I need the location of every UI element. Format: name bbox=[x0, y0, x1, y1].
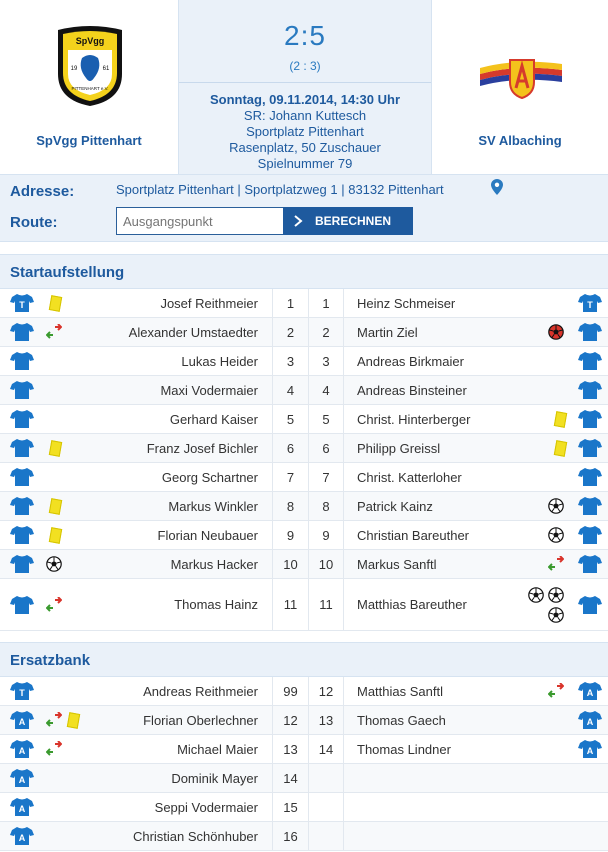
away-player-number: 10 bbox=[308, 550, 344, 578]
away-player-number: 3 bbox=[308, 347, 344, 375]
shirt-icon bbox=[10, 525, 34, 545]
keeper-shirt-icon bbox=[10, 293, 34, 313]
home-player-number: 1 bbox=[272, 289, 308, 317]
calculate-route-label: BERECHNEN bbox=[315, 214, 392, 228]
table-row bbox=[0, 521, 608, 550]
home-shirt bbox=[10, 376, 36, 404]
home-events bbox=[46, 347, 86, 375]
away-player-number: 8 bbox=[308, 492, 344, 520]
away-player-number: 13 bbox=[308, 706, 344, 734]
away-events bbox=[524, 706, 566, 734]
away-events bbox=[524, 289, 566, 317]
table-row bbox=[0, 318, 608, 347]
goal-ball-icon bbox=[46, 556, 62, 572]
home-team-name[interactable]: SpVgg Pittenhart bbox=[36, 133, 142, 148]
shirt-icon bbox=[10, 467, 34, 487]
away-events bbox=[524, 822, 566, 850]
shirt-icon bbox=[10, 380, 34, 400]
home-player-name[interactable]: Georg Schartner bbox=[161, 469, 258, 485]
away-shirt bbox=[578, 521, 604, 549]
away-shirt bbox=[578, 579, 604, 630]
substitution-icon bbox=[46, 597, 62, 613]
away-player-name[interactable]: Christian Bareuther bbox=[357, 527, 469, 543]
away-events bbox=[524, 318, 566, 346]
home-team-crest bbox=[54, 24, 126, 108]
home-shirt bbox=[10, 677, 36, 705]
goal-ball-icon bbox=[548, 527, 564, 543]
away-events bbox=[524, 434, 566, 462]
away-shirt bbox=[578, 318, 604, 346]
final-score: 2:5 bbox=[284, 20, 326, 51]
home-player-number: 11 bbox=[272, 579, 308, 630]
svg-text:A: A bbox=[586, 746, 594, 756]
shirt-icon bbox=[10, 322, 34, 342]
yellow-card-icon bbox=[67, 712, 80, 729]
away-player-name[interactable]: Matthias Sanftl bbox=[357, 683, 443, 699]
home-shirt bbox=[10, 822, 36, 850]
away-player-name[interactable]: Markus Sanftl bbox=[357, 556, 437, 572]
away-shirt bbox=[578, 793, 604, 821]
svg-text:A: A bbox=[586, 688, 594, 698]
substitute-shirt-icon bbox=[578, 681, 602, 701]
home-player-name[interactable]: Florian Neubauer bbox=[157, 527, 258, 543]
home-player-name[interactable]: Michael Maier bbox=[177, 741, 258, 757]
home-events bbox=[46, 405, 86, 433]
substitution-icon bbox=[548, 556, 564, 572]
away-player-name bbox=[357, 793, 525, 821]
away-player-name[interactable]: Heinz Schmeiser bbox=[357, 295, 456, 311]
table-row bbox=[0, 764, 608, 793]
away-team-name[interactable]: SV Albaching bbox=[478, 133, 562, 148]
away-player-number bbox=[308, 822, 344, 850]
home-player-number: 2 bbox=[272, 318, 308, 346]
goal-ball-icon bbox=[548, 587, 564, 603]
away-shirt bbox=[578, 677, 604, 705]
substitution-icon bbox=[46, 712, 62, 728]
calculate-route-button[interactable] bbox=[283, 207, 413, 235]
home-player-number: 8 bbox=[272, 492, 308, 520]
svg-text:T: T bbox=[587, 300, 593, 310]
home-shirt bbox=[10, 521, 36, 549]
shirt-icon bbox=[10, 496, 34, 516]
away-events bbox=[524, 521, 566, 549]
home-shirt bbox=[10, 550, 36, 578]
table-row bbox=[0, 793, 608, 822]
home-events bbox=[46, 735, 86, 763]
keeper-shirt-icon bbox=[10, 681, 34, 701]
home-shirt bbox=[10, 735, 36, 763]
svg-text:A: A bbox=[18, 833, 26, 843]
svg-text:A: A bbox=[18, 804, 26, 814]
address-text[interactable]: Sportplatz Pittenhart | Sportplatzweg 1 | 83132 Pittenhart bbox=[116, 182, 444, 197]
substitution-icon bbox=[46, 324, 62, 340]
shirt-icon bbox=[578, 554, 602, 574]
away-team-crest bbox=[478, 56, 564, 100]
home-shirt bbox=[10, 434, 36, 462]
shirt-icon bbox=[578, 438, 602, 458]
shirt-icon bbox=[578, 595, 602, 615]
home-player-name[interactable]: Gerhard Kaiser bbox=[169, 411, 258, 427]
shirt-icon bbox=[578, 496, 602, 516]
away-events bbox=[524, 376, 566, 404]
home-player-name[interactable]: Christian Schönhuber bbox=[132, 828, 258, 844]
svg-text:61: 61 bbox=[102, 66, 110, 72]
away-shirt bbox=[578, 347, 604, 375]
away-events bbox=[524, 579, 566, 630]
away-player-number bbox=[308, 793, 344, 821]
substitute-shirt-icon bbox=[10, 710, 34, 730]
away-player-number: 1 bbox=[308, 289, 344, 317]
away-shirt bbox=[578, 706, 604, 734]
away-shirt bbox=[578, 492, 604, 520]
address-label: Adresse: bbox=[10, 183, 75, 200]
home-events bbox=[46, 318, 86, 346]
match-number: Spielnummer 79 bbox=[257, 156, 353, 171]
home-events bbox=[46, 677, 86, 705]
substitute-shirt-icon bbox=[10, 826, 34, 846]
match-date: Sonntag, 09.11.2014, 14:30 Uhr bbox=[209, 92, 401, 107]
away-events bbox=[524, 677, 566, 705]
home-player-name[interactable]: Alexander Umstaedter bbox=[128, 324, 258, 340]
bench-table bbox=[0, 677, 608, 851]
table-row bbox=[0, 735, 608, 764]
home-shirt bbox=[10, 318, 36, 346]
table-row bbox=[0, 579, 608, 631]
away-events bbox=[524, 764, 566, 792]
away-player-name[interactable]: Martin Ziel bbox=[357, 324, 418, 340]
halftime-score: (2 : 3) bbox=[289, 59, 321, 73]
away-player-number: 2 bbox=[308, 318, 344, 346]
home-shirt bbox=[10, 289, 36, 317]
home-player-name[interactable]: Markus Winkler bbox=[168, 498, 258, 514]
home-events bbox=[46, 289, 86, 317]
home-events bbox=[46, 822, 86, 850]
away-player-number: 9 bbox=[308, 521, 344, 549]
svg-text:T: T bbox=[19, 688, 25, 698]
home-player-number: 5 bbox=[272, 405, 308, 433]
away-shirt bbox=[578, 735, 604, 763]
away-shirt bbox=[578, 434, 604, 462]
away-shirt bbox=[578, 289, 604, 317]
away-shirt bbox=[578, 463, 604, 491]
keeper-shirt-icon bbox=[578, 293, 602, 313]
svg-text:PITTENHART e.V.: PITTENHART e.V. bbox=[71, 86, 109, 91]
substitute-shirt-icon bbox=[10, 768, 34, 788]
bench-title: Ersatzbank bbox=[0, 642, 608, 677]
away-shirt bbox=[578, 376, 604, 404]
away-player-name[interactable]: Christ. Katterloher bbox=[357, 469, 462, 485]
home-events bbox=[46, 793, 86, 821]
home-shirt bbox=[10, 463, 36, 491]
away-player-name[interactable]: Andreas Birkmaier bbox=[357, 353, 464, 369]
home-shirt bbox=[10, 347, 36, 375]
chevron-right-icon bbox=[293, 215, 303, 227]
away-player-name[interactable]: Matthias Bareuther bbox=[357, 597, 467, 612]
home-player-name[interactable]: Josef Reithmeier bbox=[160, 295, 258, 311]
crest-text: SpVgg bbox=[75, 36, 105, 46]
home-events bbox=[46, 376, 86, 404]
svg-text:19: 19 bbox=[70, 66, 78, 72]
lineup-section bbox=[0, 254, 608, 631]
away-player-number: 6 bbox=[308, 434, 344, 462]
shirt-icon bbox=[578, 380, 602, 400]
away-player-number: 14 bbox=[308, 735, 344, 763]
venue: Sportplatz Pittenhart bbox=[246, 124, 364, 139]
svg-text:A: A bbox=[586, 717, 594, 727]
home-player-number: 14 bbox=[272, 764, 308, 792]
home-player-name[interactable]: Lukas Heider bbox=[181, 353, 258, 369]
own-goal-icon bbox=[548, 324, 564, 340]
away-player-name[interactable]: Thomas Gaech bbox=[357, 712, 446, 728]
home-player-name[interactable]: Franz Josef Bichler bbox=[146, 440, 258, 456]
home-events bbox=[46, 579, 86, 630]
yellow-card-icon bbox=[49, 295, 62, 312]
route-label: Route: bbox=[10, 214, 58, 231]
substitution-icon bbox=[46, 741, 62, 757]
home-player-name[interactable]: Markus Hacker bbox=[170, 556, 258, 572]
away-player-number: 5 bbox=[308, 405, 344, 433]
home-player-number: 4 bbox=[272, 376, 308, 404]
away-player-number: 12 bbox=[308, 677, 344, 705]
table-row bbox=[0, 677, 608, 706]
yellow-card-icon bbox=[49, 498, 62, 515]
home-player-number: 12 bbox=[272, 706, 308, 734]
home-player-number: 99 bbox=[272, 677, 308, 705]
home-player-number: 16 bbox=[272, 822, 308, 850]
away-player-number: 7 bbox=[308, 463, 344, 491]
home-events bbox=[46, 550, 86, 578]
home-events bbox=[46, 463, 86, 491]
away-events bbox=[524, 347, 566, 375]
substitute-shirt-icon bbox=[578, 739, 602, 759]
table-row bbox=[0, 347, 608, 376]
table-row bbox=[0, 492, 608, 521]
home-events bbox=[46, 434, 86, 462]
shirt-icon bbox=[10, 595, 34, 615]
away-shirt bbox=[578, 405, 604, 433]
shirt-icon bbox=[10, 409, 34, 429]
away-player-name bbox=[357, 822, 525, 850]
table-row bbox=[0, 822, 608, 851]
shirt-icon bbox=[578, 409, 602, 429]
home-player-name[interactable]: Thomas Hainz bbox=[174, 597, 258, 612]
home-player-number: 10 bbox=[272, 550, 308, 578]
yellow-card-icon bbox=[49, 527, 62, 544]
goal-ball-icon bbox=[548, 607, 564, 623]
away-events bbox=[524, 735, 566, 763]
address-panel bbox=[0, 174, 608, 242]
svg-text:T: T bbox=[19, 300, 25, 310]
home-player-number: 9 bbox=[272, 521, 308, 549]
away-player-number: 11 bbox=[308, 579, 344, 630]
shirt-icon bbox=[10, 554, 34, 574]
away-shirt bbox=[578, 550, 604, 578]
svg-text:A: A bbox=[18, 717, 26, 727]
table-row bbox=[0, 463, 608, 492]
yellow-card-icon bbox=[554, 440, 567, 457]
home-player-number: 7 bbox=[272, 463, 308, 491]
shirt-icon bbox=[578, 322, 602, 342]
substitute-shirt-icon bbox=[578, 710, 602, 730]
away-player-name[interactable]: Andreas Binsteiner bbox=[357, 382, 467, 398]
home-shirt bbox=[10, 764, 36, 792]
substitution-icon bbox=[548, 683, 564, 699]
home-player-number: 6 bbox=[272, 434, 308, 462]
home-shirt bbox=[10, 706, 36, 734]
substitute-shirt-icon bbox=[10, 797, 34, 817]
surface-attendance: Rasenplatz, 50 Zuschauer bbox=[229, 140, 381, 155]
bench-section bbox=[0, 642, 608, 851]
lineup-title: Startaufstellung bbox=[0, 254, 608, 289]
home-player-name[interactable]: Andreas Reithmeier bbox=[143, 683, 258, 699]
match-header bbox=[0, 0, 608, 174]
shirt-icon bbox=[10, 351, 34, 371]
away-player-number bbox=[308, 764, 344, 792]
home-shirt bbox=[10, 793, 36, 821]
away-player-name[interactable]: Philipp Greissl bbox=[357, 440, 441, 456]
table-row bbox=[0, 434, 608, 463]
goal-ball-icon bbox=[528, 587, 544, 603]
away-player-name bbox=[357, 764, 525, 792]
away-shirt bbox=[578, 822, 604, 850]
away-events bbox=[524, 550, 566, 578]
home-player-name[interactable]: Dominik Mayer bbox=[171, 770, 258, 786]
home-player-name[interactable]: Seppi Vodermaier bbox=[154, 799, 258, 815]
svg-text:A: A bbox=[18, 746, 26, 756]
table-row bbox=[0, 706, 608, 735]
yellow-card-icon bbox=[49, 440, 62, 457]
home-events bbox=[46, 492, 86, 520]
lineup-table bbox=[0, 289, 608, 631]
home-shirt bbox=[10, 492, 36, 520]
away-player-name[interactable]: Thomas Lindner bbox=[357, 741, 451, 757]
divider bbox=[179, 82, 431, 83]
score-panel bbox=[178, 0, 432, 174]
svg-text:A: A bbox=[18, 775, 26, 785]
away-events bbox=[524, 405, 566, 433]
away-events bbox=[524, 492, 566, 520]
table-row bbox=[0, 550, 608, 579]
home-player-name[interactable]: Maxi Vodermaier bbox=[160, 382, 258, 398]
home-shirt bbox=[10, 579, 36, 630]
shirt-icon bbox=[578, 351, 602, 371]
table-row bbox=[0, 289, 608, 318]
away-player-name[interactable]: Christ. Hinterberger bbox=[357, 411, 471, 427]
shirt-icon bbox=[10, 438, 34, 458]
away-events bbox=[524, 463, 566, 491]
home-shirt bbox=[10, 405, 36, 433]
referee: SR: Johann Kuttesch bbox=[243, 108, 367, 123]
match-info bbox=[179, 92, 431, 172]
home-events bbox=[46, 706, 86, 734]
shirt-icon bbox=[578, 467, 602, 487]
goal-ball-icon bbox=[548, 498, 564, 514]
home-player-number: 3 bbox=[272, 347, 308, 375]
table-row bbox=[0, 376, 608, 405]
home-player-name[interactable]: Florian Oberlechner bbox=[143, 712, 258, 728]
map-pin-icon[interactable] bbox=[491, 179, 503, 195]
shirt-icon bbox=[578, 525, 602, 545]
away-shirt bbox=[578, 764, 604, 792]
home-events bbox=[46, 521, 86, 549]
substitute-shirt-icon bbox=[10, 739, 34, 759]
home-player-number: 13 bbox=[272, 735, 308, 763]
away-events bbox=[524, 793, 566, 821]
route-start-input[interactable] bbox=[116, 207, 284, 235]
away-player-number: 4 bbox=[308, 376, 344, 404]
home-player-number: 15 bbox=[272, 793, 308, 821]
home-team-panel[interactable] bbox=[0, 0, 178, 174]
away-player-name[interactable]: Patrick Kainz bbox=[357, 498, 433, 514]
home-events bbox=[46, 764, 86, 792]
yellow-card-icon bbox=[554, 411, 567, 428]
table-row bbox=[0, 405, 608, 434]
